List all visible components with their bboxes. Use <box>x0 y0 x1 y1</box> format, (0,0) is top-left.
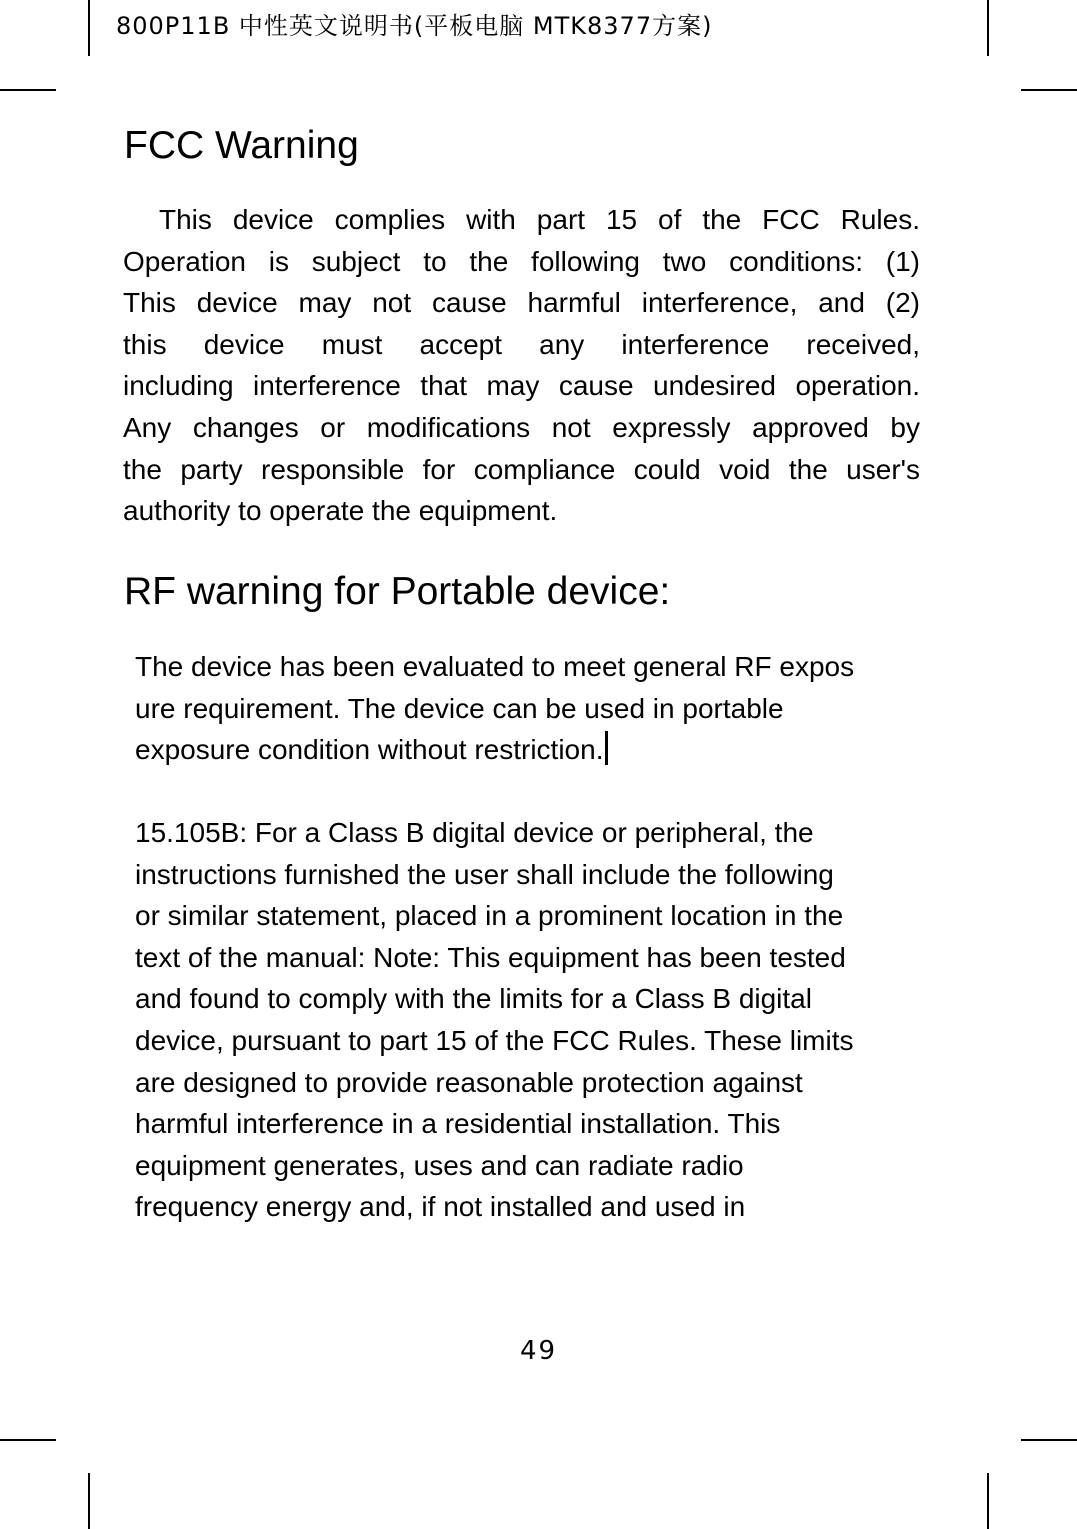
class-b-line: equipment generates, uses and can radiate radio <box>135 1149 744 1181</box>
rf-line-text: exposure condition without restriction. <box>135 734 604 766</box>
fcc-warning-paragraph <box>123 199 920 532</box>
class-b-line: device, pursuant to part 15 of the FCC Rules. These limits <box>135 1024 854 1056</box>
fcc-line: the party responsible for compliance could void the user's <box>123 453 920 485</box>
page-number: 49 <box>519 1336 558 1366</box>
rf-line: The device has been evaluated to meet general RF expos <box>135 651 855 682</box>
fcc-line: including interference that may cause undesired operation. <box>123 370 920 402</box>
class-b-paragraph <box>135 812 935 1228</box>
crop-mark-right-lower <box>1021 1439 1077 1441</box>
crop-mark-bottom-right <box>987 1473 989 1529</box>
class-b-line: are designed to provide reasonable protection against <box>135 1066 803 1098</box>
fcc-line: authority to operate the equipment. <box>123 495 558 527</box>
rf-line: ure requirement. The device can be used in portable <box>135 692 784 724</box>
class-b-line: harmful interference in a residential installation. This <box>135 1108 781 1140</box>
class-b-line: frequency energy and, if not installed and used in <box>135 1191 746 1223</box>
class-b-line: text of the manual: Note: This equipment has been tested <box>135 941 846 973</box>
fcc-line: This device complies with part 15 of the FCC Rules. <box>159 204 920 235</box>
crop-mark-top-left <box>88 0 90 56</box>
class-b-line: 15.105B: For a Class B digital device or peripheral, the <box>135 817 814 848</box>
crop-mark-top-right <box>987 0 989 56</box>
fcc-line: Any changes or modifications not expressly approved by <box>123 411 920 443</box>
fcc-line: this device must accept any interference received, <box>123 328 920 360</box>
rf-line-with-cursor <box>135 729 935 771</box>
document-header-title: 800P11B 中性英文说明书(平板电脑 MTK8377方案) <box>116 12 713 40</box>
fcc-warning-heading: FCC Warning <box>124 124 359 167</box>
rf-warning-heading: RF warning for Portable device: <box>124 570 671 613</box>
class-b-line: instructions furnished the user shall include the following <box>135 858 834 890</box>
crop-mark-bottom-left <box>88 1473 90 1529</box>
fcc-line: Operation is subject to the following two conditions: (1) <box>123 245 920 277</box>
crop-mark-left-upper <box>0 89 56 91</box>
crop-mark-right-upper <box>1021 89 1077 91</box>
crop-mark-left-lower <box>0 1439 56 1441</box>
fcc-line: This device may not cause harmful interference, and (2) <box>123 287 920 319</box>
text-cursor <box>605 731 608 765</box>
class-b-line: and found to comply with the limits for a Class B digital <box>135 983 812 1015</box>
rf-warning-paragraph <box>135 646 935 771</box>
class-b-line: or similar statement, placed in a prominent location in the <box>135 900 844 932</box>
